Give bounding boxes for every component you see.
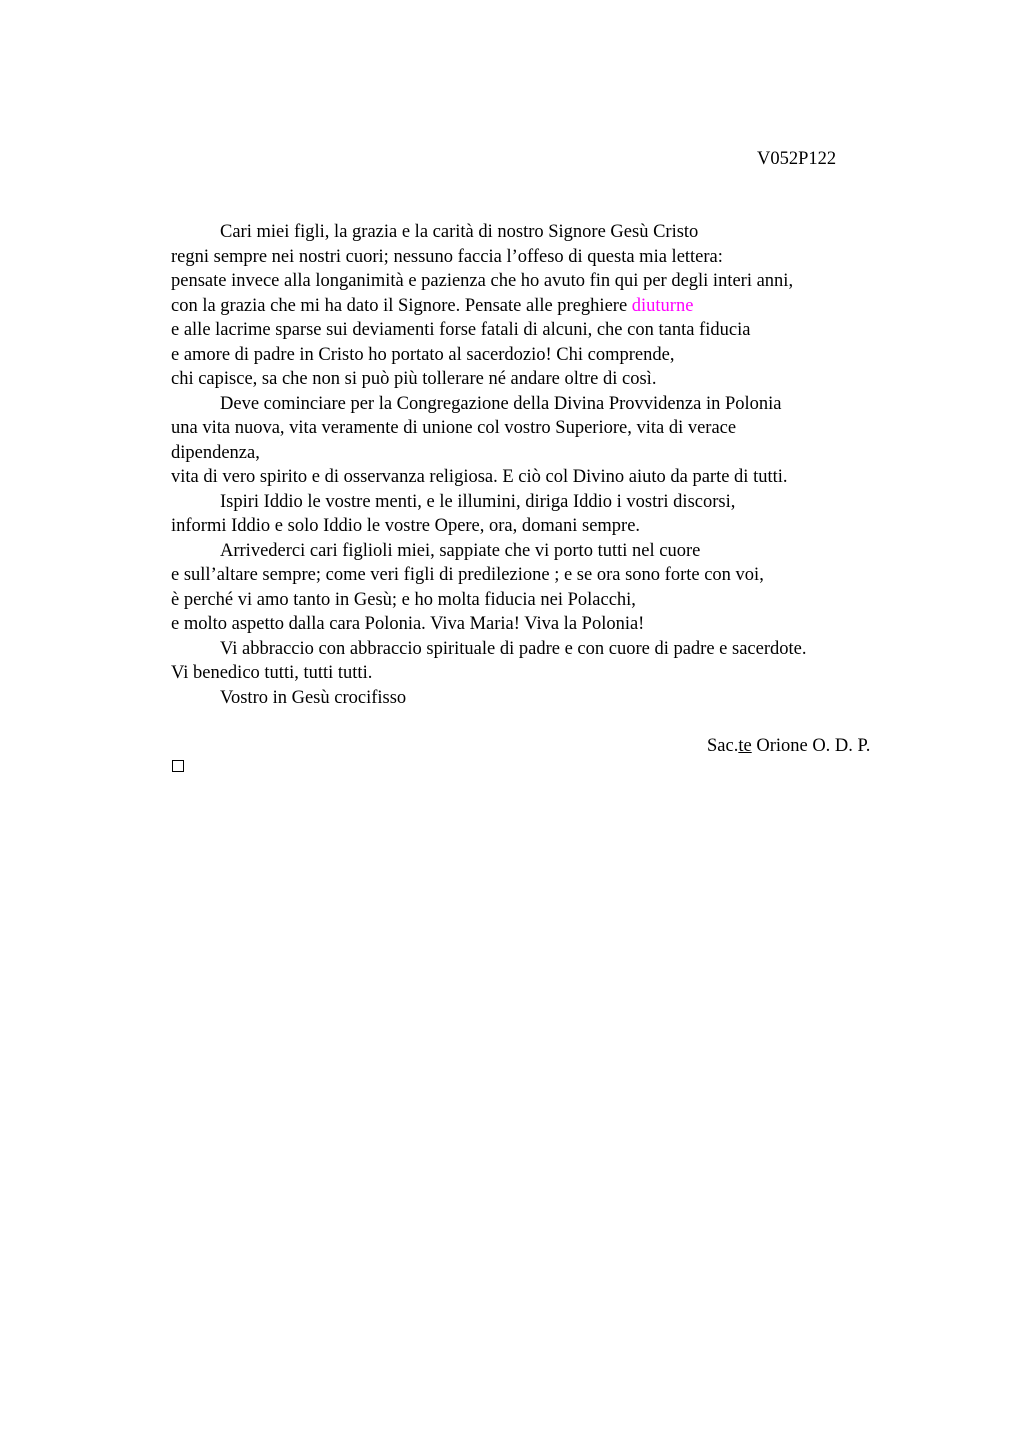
letter-line: e alle lacrime sparse sui deviamenti forse fatali di alcuni, che con tanta fiducia: [171, 320, 751, 340]
checkbox-square-icon: [172, 760, 184, 772]
letter-line: pensate invece alla longanimità e pazienza che ho avuto fin qui per degli interi anni,: [171, 271, 794, 291]
letter-line: Vostro in Gesù crocifisso: [220, 687, 407, 708]
letter-line: e sull’altare sempre; come veri figli di predilezione ; e se ora sono forte con voi,: [171, 565, 764, 585]
signature: [707, 734, 870, 758]
document-id-code: V052P122: [757, 149, 837, 169]
highlighted-word: diuturne: [631, 295, 694, 316]
letter-line: Deve cominciare per la Congregazione della Divina Provvidenza in Polonia: [220, 393, 782, 414]
letter-line: e amore di padre in Cristo ho portato al sacerdozio! Chi comprende,: [171, 344, 675, 365]
letter-line: dipendenza,: [171, 442, 260, 463]
letter-line: Vi benedico tutti, tutti tutti.: [171, 663, 373, 683]
letter-line: e molto aspetto dalla cara Polonia. Viva Maria! Viva la Polonia!: [171, 614, 645, 634]
letter-line: Vi abbraccio con abbraccio spirituale di padre e con cuore di padre e sacerdote.: [220, 638, 807, 659]
signature-name: Orione O. D. P.: [751, 736, 871, 756]
letter-line: Arrivederci cari figlioli miei, sappiate che vi porto tutti nel cuore: [220, 540, 701, 561]
letter-line: vita di vero spirito e di osservanza religiosa. E ciò col Divino aiuto da parte di tutti.: [171, 467, 788, 487]
letter-line: una vita nuova, vita veramente di unione col vostro Superiore, vita di verace: [171, 418, 737, 438]
letter-line: regni sempre nei nostri cuori; nessuno faccia l’offeso di questa mia lettera:: [171, 246, 723, 267]
letter-line: Ispiri Iddio le vostre menti, e le illumini, diriga Iddio i vostri discorsi,: [220, 491, 736, 512]
letter-line-text: con la grazia che mi ha dato il Signore. Pensate alle preghiere: [171, 295, 632, 316]
signature-prefix: Sac.: [707, 736, 739, 756]
letter-line: informi Iddio e solo Iddio le vostre Opere, ora, domani sempre.: [171, 516, 641, 536]
letter-line-with-highlight: [171, 294, 911, 319]
letter-line: è perché vi amo tanto in Gesù; e ho molta fiducia nei Polacchi,: [171, 589, 636, 610]
letter-line: chi capisce, sa che non si può più tollerare né andare oltre di così.: [171, 369, 657, 389]
letter-body: [171, 220, 911, 710]
letter-line: Cari miei figli, la grazia e la carità di nostro Signore Gesù Cristo: [220, 222, 699, 242]
signature-abbreviation: te: [738, 736, 752, 756]
